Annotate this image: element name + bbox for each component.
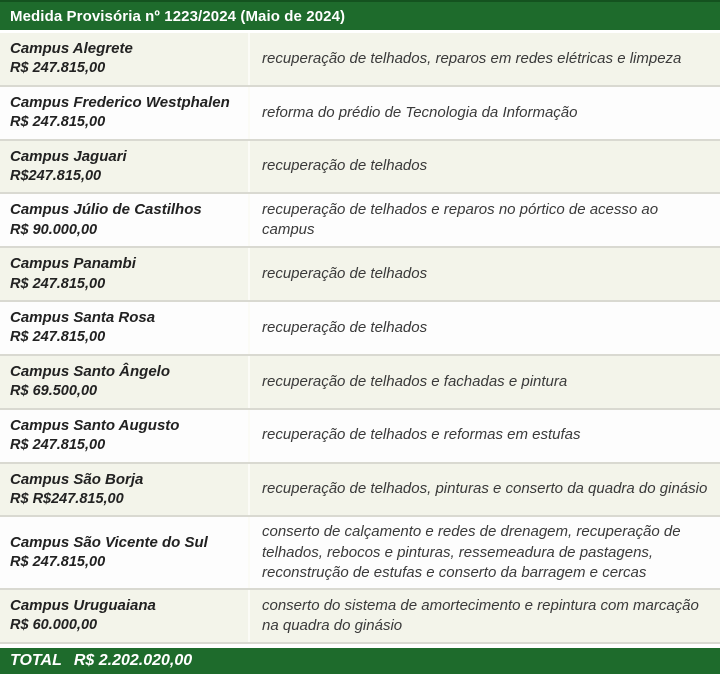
- campus-value: R$ 247.815,00: [10, 275, 106, 292]
- campus-name: Campus São Vicente do Sul: [10, 533, 208, 551]
- campus-value: R$ 247.815,00: [10, 436, 106, 453]
- total-bar: [0, 648, 720, 674]
- total-value: R$ 2.202.020,00: [73, 651, 193, 669]
- description-cell: [250, 33, 720, 85]
- campus-cell: [0, 302, 250, 354]
- campus-value: R$ 247.815,00: [10, 60, 106, 77]
- table-row: [0, 33, 720, 87]
- campus-description: recuperação de telhados e reparos no pórtico de acesso ao campus: [262, 201, 659, 239]
- table-row: [0, 517, 720, 590]
- campus-name: Campus Jaguari: [10, 147, 127, 165]
- campus-name: Campus Júlio de Castilhos: [10, 201, 202, 219]
- campus-cell: [0, 517, 250, 588]
- table-row: [0, 590, 720, 644]
- campus-value: R$ 247.815,00: [10, 114, 106, 131]
- table-row: [0, 302, 720, 356]
- description-cell: [250, 590, 720, 642]
- campus-name: Campus São Borja: [10, 470, 144, 488]
- description-cell: [250, 194, 720, 246]
- table-row: [0, 87, 720, 141]
- campus-description: conserto do sistema de amortecimento e repintura com marcação na quadra do ginásio: [262, 596, 699, 634]
- campus-name: Campus Santa Rosa: [10, 309, 156, 327]
- table-row: [0, 194, 720, 248]
- campus-value: R$ 90.000,00: [10, 221, 98, 238]
- campus-description: reforma do prédio de Tecnologia da Informação: [262, 103, 578, 121]
- campus-description: recuperação de telhados e reformas em estufas: [262, 426, 581, 444]
- campus-description: recuperação de telhados: [262, 265, 428, 283]
- campus-value: R$247.815,00: [10, 167, 102, 184]
- campus-name: Campus Alegrete: [10, 40, 133, 57]
- description-cell: [250, 141, 720, 193]
- campus-value: R$ 247.815,00: [10, 554, 106, 571]
- description-cell: [250, 464, 720, 516]
- campus-description: recuperação de telhados, pinturas e conserto da quadra do ginásio: [262, 480, 708, 498]
- campus-cell: [0, 141, 250, 193]
- table-row: [0, 141, 720, 195]
- campus-value: R$ 247.815,00: [10, 329, 106, 346]
- campus-description: recuperação de telhados: [262, 157, 428, 175]
- campus-description: recuperação de telhados, reparos em redes elétricas e limpeza: [262, 49, 682, 67]
- campus-value: R$ R$247.815,00: [10, 490, 124, 507]
- campus-name: Campus Santo Augusto: [10, 416, 180, 434]
- description-cell: [250, 356, 720, 408]
- campus-name: Campus Uruguaiana: [10, 597, 156, 615]
- campus-description: recuperação de telhados e fachadas e pintura: [262, 372, 568, 390]
- table-row: [0, 464, 720, 518]
- campus-name: Campus Panambi: [10, 255, 136, 273]
- campus-value: R$ 60.000,00: [10, 617, 98, 634]
- campus-cell: [0, 590, 250, 642]
- table-title: Medida Provisória nº 1223/2024 (Maio de 2024): [10, 7, 346, 25]
- table-row: [0, 410, 720, 464]
- description-cell: [250, 248, 720, 300]
- description-cell: [250, 517, 720, 588]
- table-body: [0, 33, 720, 644]
- campus-name: Campus Santo Ângelo: [10, 362, 171, 380]
- description-cell: [250, 302, 720, 354]
- campus-description: conserto de calçamento e redes de drenagem, recuperação de telhados, rebocos e pinturas, ressemeadura de pastagens, reconstrução de estufas e conserto da barragem e cercas: [262, 523, 681, 581]
- campus-description: recuperação de telhados: [262, 318, 428, 336]
- campus-name: Campus Frederico Westphalen: [10, 93, 230, 111]
- description-cell: [250, 410, 720, 462]
- campus-cell: [0, 248, 250, 300]
- table-row: [0, 356, 720, 410]
- campus-cell: [0, 87, 250, 139]
- campus-cell: [0, 464, 250, 516]
- table-row: [0, 248, 720, 302]
- campus-cell: [0, 33, 250, 85]
- description-cell: [250, 87, 720, 139]
- campus-cell: [0, 194, 250, 246]
- campus-value: R$ 69.500,00: [10, 383, 98, 400]
- total-label: TOTAL: [10, 651, 62, 669]
- campus-cell: [0, 356, 250, 408]
- campus-cell: [0, 410, 250, 462]
- table-header-bar: [0, 0, 720, 30]
